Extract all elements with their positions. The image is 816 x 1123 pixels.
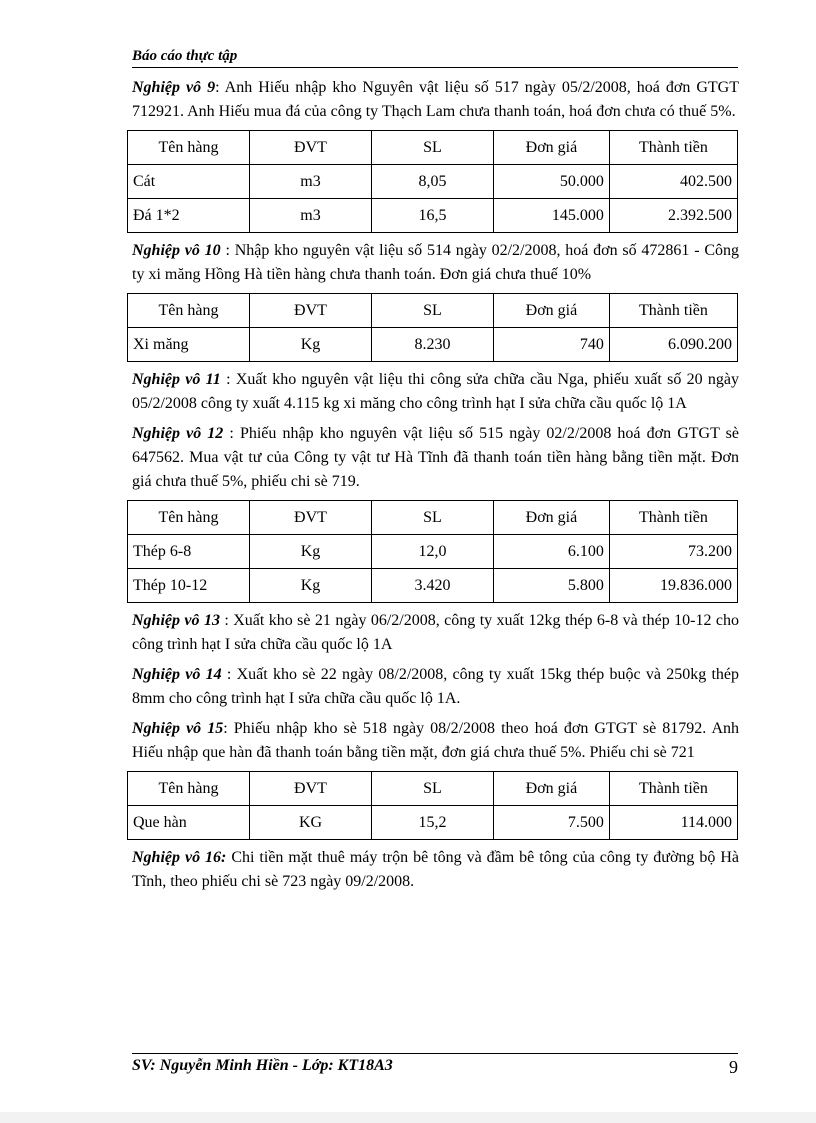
unit-price-cell: 145.000 — [494, 199, 610, 233]
unit-cell: Kg — [250, 569, 372, 603]
transaction-paragraph — [132, 368, 739, 416]
transaction-text: : Xuất kho nguyên vật liệu thi công sửa chữa cầu Nga, phiếu xuất số 20 ngày 05/2/2008 công ty xuất 4.115 kg xi măng cho công trình hạt I sửa chữa cầu quốc lộ 1A — [132, 371, 739, 412]
column-header: SL — [372, 772, 494, 806]
column-header: ĐVT — [250, 294, 372, 328]
transaction-paragraph — [132, 609, 739, 657]
amount-cell: 2.392.500 — [609, 199, 737, 233]
item-name-cell: Đá 1*2 — [128, 199, 250, 233]
table-row — [128, 535, 738, 569]
quantity-cell: 8.230 — [372, 328, 494, 362]
goods-table — [127, 500, 738, 603]
transaction-label: Nghiệp vô 15 — [132, 720, 224, 737]
column-header: Đơn giá — [494, 131, 610, 165]
transaction-label: Nghiệp vô 10 — [132, 242, 221, 259]
column-header: Tên hàng — [128, 772, 250, 806]
column-header: Đơn giá — [494, 501, 610, 535]
transaction-paragraph — [132, 846, 739, 894]
goods-table — [127, 293, 738, 362]
page-header — [132, 47, 738, 68]
table-row — [128, 165, 738, 199]
unit-cell: KG — [250, 806, 372, 840]
page-bottom-strip — [0, 1112, 816, 1123]
amount-cell: 6.090.200 — [609, 328, 737, 362]
goods-table — [127, 130, 738, 233]
transaction-label: Nghiệp vô 13 — [132, 612, 220, 629]
transaction-text: : Nhập kho nguyên vật liệu số 514 ngày 02/2/2008, hoá đơn số 472861 - Công ty xi măng Hồng Hà tiền hàng chưa thanh toán. Đơn giá chưa thuế 10% — [132, 242, 740, 283]
quantity-cell: 15,2 — [372, 806, 494, 840]
amount-cell: 402.500 — [609, 165, 737, 199]
quantity-cell: 8,05 — [372, 165, 494, 199]
author-line: SV: Nguyễn Minh Hiền - Lớp: KT18A3 — [132, 1057, 393, 1074]
item-name-cell: Que hàn — [128, 806, 250, 840]
goods-table — [127, 771, 738, 840]
transaction-text: : Xuất kho sè 21 ngày 06/2/2008, công ty xuất 12kg thép 6-8 và thép 10-12 cho công trình hạt I sửa chữa cầu quốc lộ 1A — [132, 612, 739, 653]
unit-cell: Kg — [250, 328, 372, 362]
transaction-text: : Phiếu nhập kho nguyên vật liệu số 515 ngày 02/2/2008 hoá đơn GTGT sè 647562. Mua vật tư của Công ty vật tư Hà Tĩnh đã thanh toán tiền hàng bằng tiền mặt. Đơn giá chưa thuế 5%, phiếu chi sè 719. — [132, 425, 739, 490]
column-header: SL — [372, 501, 494, 535]
transaction-text: : Xuất kho sè 22 ngày 08/2/2008, công ty xuất 15kg thép buộc và 250kg thép 8mm cho công trình hạt I sửa chữa cầu quốc lộ 1A. — [132, 666, 739, 707]
column-header: SL — [372, 294, 494, 328]
column-header: Tên hàng — [128, 294, 250, 328]
column-header: Đơn giá — [494, 294, 610, 328]
table-header-row — [128, 294, 738, 328]
unit-cell: m3 — [250, 199, 372, 233]
column-header: ĐVT — [250, 501, 372, 535]
amount-cell: 73.200 — [609, 535, 737, 569]
column-header: ĐVT — [250, 772, 372, 806]
quantity-cell: 3.420 — [372, 569, 494, 603]
column-header: Thành tiền — [609, 131, 737, 165]
unit-cell: m3 — [250, 165, 372, 199]
unit-price-cell: 6.100 — [494, 535, 610, 569]
column-header: Thành tiền — [609, 501, 737, 535]
transaction-label: Nghiệp vô 12 — [132, 425, 224, 442]
transaction-label: Nghiệp vô 11 — [132, 371, 221, 388]
quantity-cell: 16,5 — [372, 199, 494, 233]
table-header-row — [128, 501, 738, 535]
unit-price-cell: 50.000 — [494, 165, 610, 199]
transaction-label: Nghiệp vô 14 — [132, 666, 222, 683]
transaction-text: Chi tiền mặt thuê máy trộn bê tông và đầm bê tông của công ty đường bộ Hà Tĩnh, theo phiếu chi sè 723 ngày 09/2/2008. — [132, 849, 740, 890]
unit-price-cell: 740 — [494, 328, 610, 362]
page-footer — [132, 1053, 738, 1075]
transaction-paragraph — [132, 239, 739, 287]
quantity-cell: 12,0 — [372, 535, 494, 569]
column-header: Thành tiền — [609, 772, 737, 806]
item-name-cell: Thép 6-8 — [128, 535, 250, 569]
page-number: 9 — [729, 1057, 738, 1077]
table-row — [128, 199, 738, 233]
document-body — [132, 76, 739, 900]
unit-price-cell: 7.500 — [494, 806, 610, 840]
unit-price-cell: 5.800 — [494, 569, 610, 603]
report-title: Báo cáo thực tập — [132, 48, 238, 64]
column-header: Tên hàng — [128, 131, 250, 165]
table-row — [128, 806, 738, 840]
transaction-paragraph — [132, 717, 739, 765]
table-row — [128, 328, 738, 362]
column-header: Tên hàng — [128, 501, 250, 535]
column-header: SL — [372, 131, 494, 165]
column-header: Đơn giá — [494, 772, 610, 806]
table-header-row — [128, 772, 738, 806]
table-row — [128, 569, 738, 603]
transaction-paragraph — [132, 663, 739, 711]
transaction-label: Nghiệp vô 16: — [132, 849, 227, 866]
column-header: ĐVT — [250, 131, 372, 165]
transaction-text: : Phiếu nhập kho sè 518 ngày 08/2/2008 theo hoá đơn GTGT sè 81792. Anh Hiếu nhập que hàn đã thanh toán bằng tiền mặt, đơn giá chưa thuế 5%. Phiếu chi sè 721 — [132, 720, 739, 761]
item-name-cell: Cát — [128, 165, 250, 199]
table-header-row — [128, 131, 738, 165]
transaction-paragraph — [132, 422, 739, 494]
transaction-text: : Anh Hiếu nhập kho Nguyên vật liệu số 517 ngày 05/2/2008, hoá đơn GTGT 712921. Anh Hiếu mua đá của công ty Thạch Lam chưa thanh toán, hoá đơn chưa có thuế 5%. — [132, 79, 739, 120]
unit-cell: Kg — [250, 535, 372, 569]
transaction-label: Nghiệp vô 9 — [132, 79, 216, 96]
column-header: Thành tiền — [609, 294, 737, 328]
amount-cell: 19.836.000 — [609, 569, 737, 603]
amount-cell: 114.000 — [609, 806, 737, 840]
item-name-cell: Thép 10-12 — [128, 569, 250, 603]
item-name-cell: Xi măng — [128, 328, 250, 362]
transaction-paragraph — [132, 76, 739, 124]
